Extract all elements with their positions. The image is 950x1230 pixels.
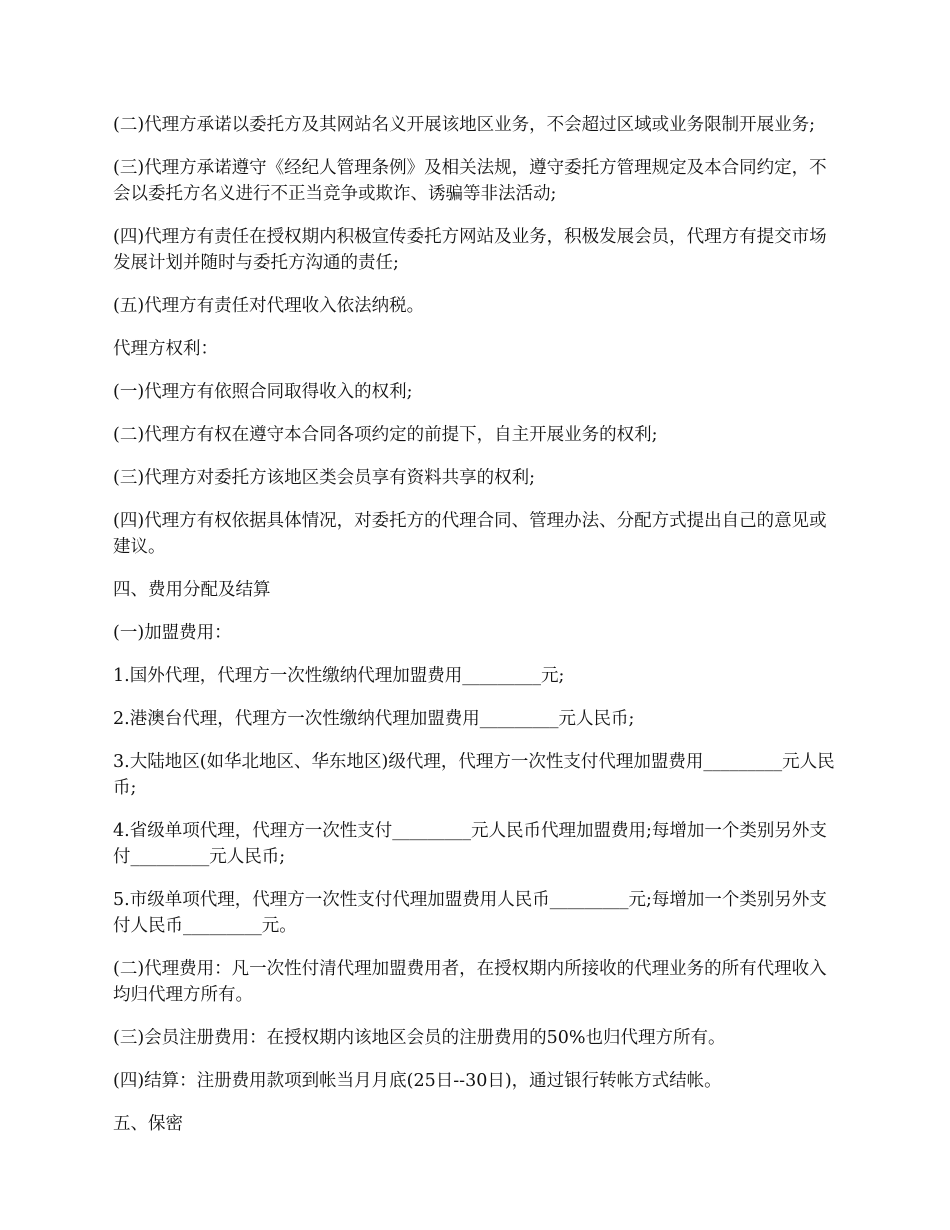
paragraph-member-registration-fees: (三)会员注册费用：在授权期内该地区会员的注册费用的50%也归代理方所有。 bbox=[113, 1028, 726, 1048]
subheading-franchise-fees: (一)加盟费用： bbox=[113, 623, 232, 643]
paragraph-fee-overseas: 1.国外代理，代理方一次性缴纳代理加盟费用_________元; bbox=[113, 666, 565, 686]
paragraph-right-2: (二)代理方有权在遵守本合同各项约定的前提下，自主开展业务的权利; bbox=[113, 425, 658, 445]
document-body bbox=[113, 112, 843, 1154]
paragraph-fee-municipal: 5.市级单项代理，代理方一次性支付代理加盟费用人民币_________元;每增加一个类别另外支付人民币_________元。 bbox=[113, 890, 827, 936]
paragraph-settlement: (四)结算：注册费用款项到帐当月月底(25日--30日)，通过银行转帐方式结帐。 bbox=[113, 1071, 722, 1091]
paragraph-fee-mainland-region: 3.大陆地区(如华北地区、华东地区)级代理，代理方一次性支付代理加盟费用_________元人民币; bbox=[113, 752, 835, 798]
heading-agent-rights: 代理方权利： bbox=[113, 339, 218, 359]
paragraph-obligation-3: (三)代理方承诺遵守《经纪人管理条例》及相关法规，遵守委托方管理规定及本合同约定，不会以委托方名义进行不正当竞争或欺诈、诱骗等非法活动; bbox=[113, 158, 827, 204]
section-heading-confidentiality: 五、保密 bbox=[113, 1114, 183, 1134]
paragraph-obligation-2: (二)代理方承诺以委托方及其网站名义开展该地区业务，不会超过区域或业务限制开展业务; bbox=[113, 115, 816, 135]
paragraph-fee-provincial: 4.省级单项代理，代理方一次性支付_________元人民币代理加盟费用;每增加一个类别另外支付_________元人民币; bbox=[113, 821, 827, 867]
paragraph-obligation-5: (五)代理方有责任对代理收入依法纳税。 bbox=[113, 296, 425, 316]
paragraph-obligation-4: (四)代理方有责任在授权期内积极宣传委托方网站及业务，积极发展会员，代理方有提交市场发展计划并随时与委托方沟通的责任; bbox=[113, 227, 827, 273]
paragraph-right-3: (三)代理方对委托方该地区类会员享有资料共享的权利; bbox=[113, 468, 536, 488]
paragraph-right-4: (四)代理方有权依据具体情况，对委托方的代理合同、管理办法、分配方式提出自己的意见或建议。 bbox=[113, 511, 827, 557]
section-heading-fees: 四、费用分配及结算 bbox=[113, 580, 271, 600]
paragraph-fee-hk-macau-taiwan: 2.港澳台代理，代理方一次性缴纳代理加盟费用_________元人民币; bbox=[113, 709, 635, 729]
paragraph-right-1: (一)代理方有依照合同取得收入的权利; bbox=[113, 382, 413, 402]
paragraph-agency-fees: (二)代理费用：凡一次性付清代理加盟费用者，在授权期内所接收的代理业务的所有代理收入均归代理方所有。 bbox=[113, 959, 827, 1005]
